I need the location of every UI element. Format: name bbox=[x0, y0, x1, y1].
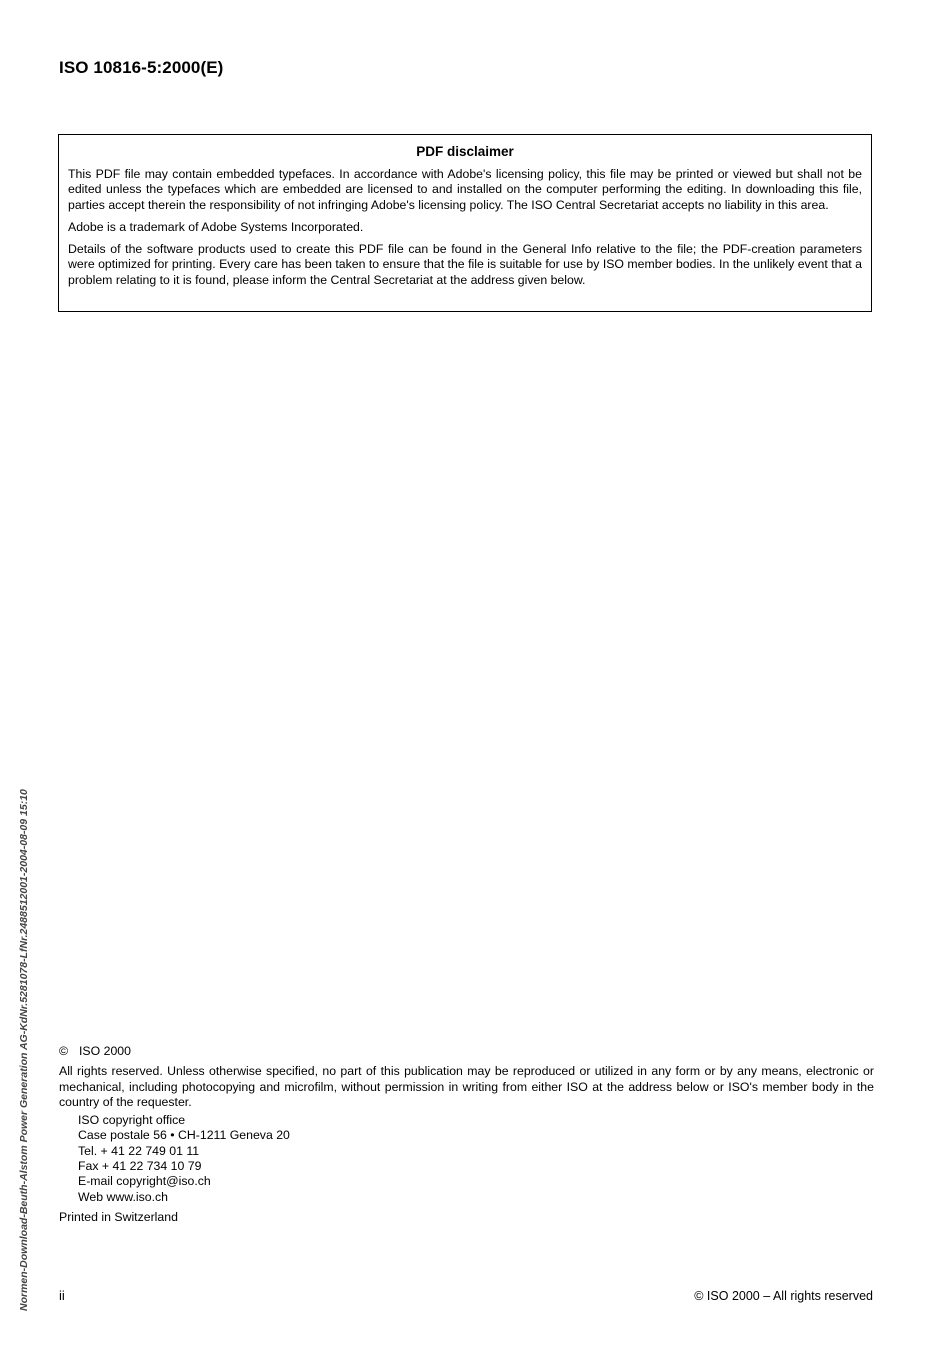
copyright-block bbox=[59, 1044, 874, 1225]
address-fax: Fax + 41 22 734 10 79 bbox=[78, 1159, 202, 1174]
address-office: ISO copyright office bbox=[78, 1113, 186, 1128]
disclaimer-title: PDF disclaimer bbox=[416, 144, 514, 159]
address-web: Web www.iso.ch bbox=[78, 1189, 168, 1204]
address-postal: Case postale 56 • CH-1211 Geneva 20 bbox=[78, 1128, 290, 1143]
rights-statement: All rights reserved. Unless otherwise specified, no part of this publication may be reproduced or utilized in any form or by any means, electronic or mechanical, including photocopying and microfilm, without permission in writing from either ISO at the address below or ISO's member body in the country of the requester. bbox=[59, 1064, 874, 1109]
footer-copyright: © ISO 2000 – All rights reserved bbox=[694, 1289, 873, 1303]
disclaimer-paragraph-trademark: Adobe is a trademark of Adobe Systems Incorporated. bbox=[68, 219, 364, 234]
document-id: ISO 10816-5:2000(E) bbox=[59, 58, 224, 77]
copyright-line bbox=[59, 1044, 874, 1059]
page-number: ii bbox=[59, 1288, 65, 1303]
iso-address bbox=[78, 1113, 874, 1205]
disclaimer-paragraph-typefaces: This PDF file may contain embedded typefaces. In accordance with Adobe's licensing policy, this file may be printed or viewed but shall not be edited unless the typefaces which are embedded are licensed to and installed on the computer performing the editing. In downloading this file, parties accept therein the responsibility of not infringing Adobe's licensing policy. The ISO Central Secretariat accepts no liability in this area. bbox=[68, 167, 862, 212]
address-email: E-mail copyright@iso.ch bbox=[78, 1174, 211, 1189]
disclaimer-paragraph-software: Details of the software products used to create this PDF file can be found in the General Info relative to the file; the PDF-creation parameters were optimized for printing. Every care has been taken to ensure that the file is suitable for use by ISO member bodies. In the unlikely event that a problem relating to it is found, please inform the Central Secretariat at the address given below. bbox=[68, 242, 862, 287]
address-telephone: Tel. + 41 22 749 01 11 bbox=[78, 1143, 200, 1158]
copyright-symbol: © bbox=[59, 1044, 69, 1058]
download-watermark: Normen-Download-Beuth-Alstom Power Generation AG-KdNr.5281078-LfNr.2488512001-2004-08-09 15:10 bbox=[18, 789, 30, 1311]
copyright-owner: ISO 2000 bbox=[79, 1044, 131, 1058]
pdf-disclaimer-box bbox=[58, 134, 872, 312]
printed-location: Printed in Switzerland bbox=[59, 1209, 178, 1224]
